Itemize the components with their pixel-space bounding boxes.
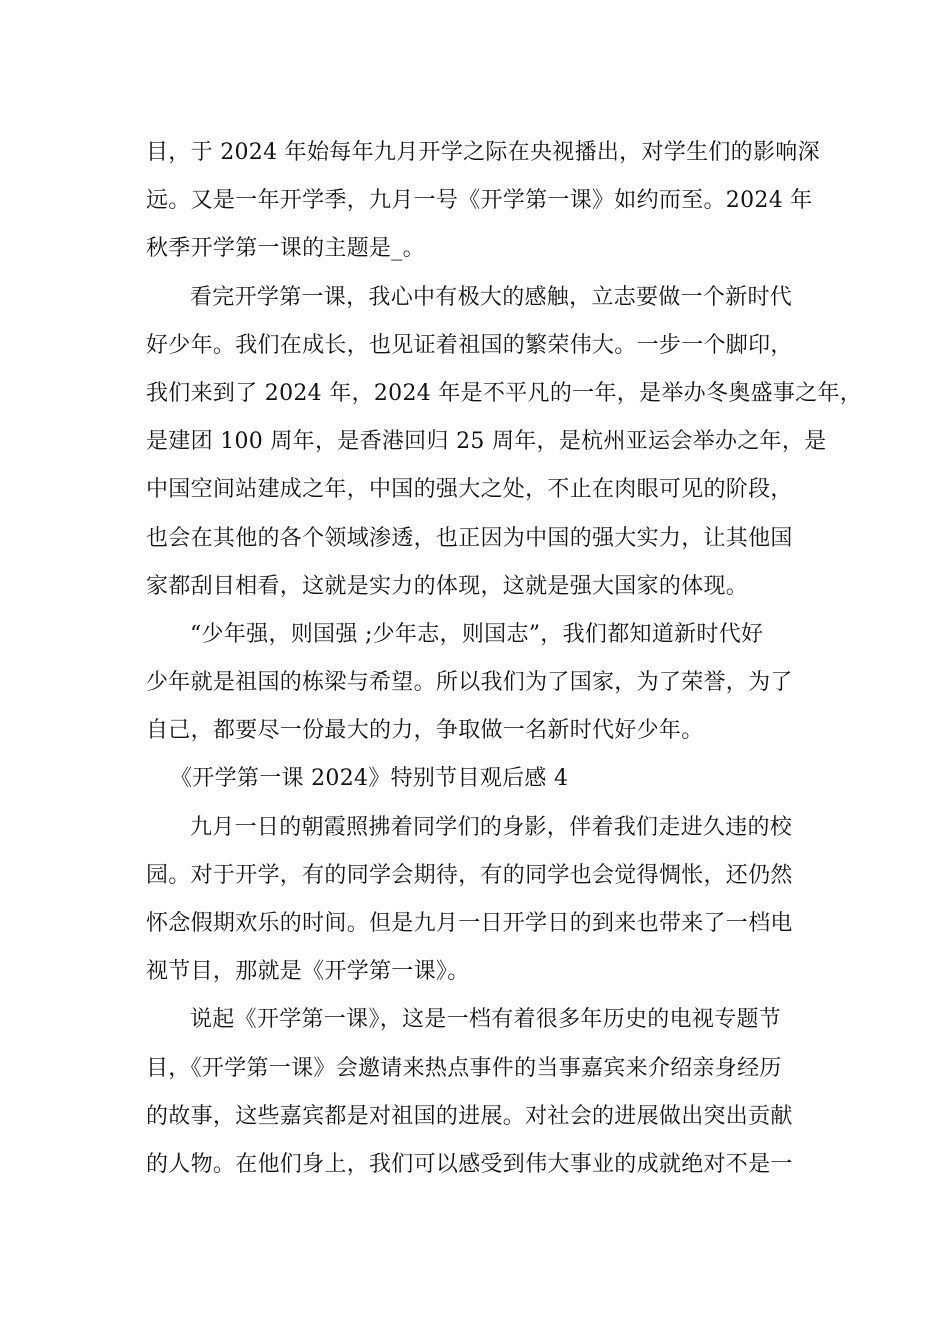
text-line: 中国空间站建成之年，中国的强大之处，不止在肉眼可见的阶段， xyxy=(146,477,793,503)
text-line: 园。对于开学，有的同学会期待，有的同学也会觉得惆怅，还仍然 xyxy=(146,862,793,888)
text-line: 秋季开学第一课的主题是_。 xyxy=(146,236,425,262)
text-line: 我们来到了 2024 年，2024 年是不平凡的一年，是举办冬奥盛事之年， xyxy=(146,380,863,406)
text-line: 少年就是祖国的栋梁与希望。所以我们为了国家，为了荣誉，为了 xyxy=(146,670,793,696)
text-line: 看完开学第一课，我心中有极大的感触，立志要做一个新时代 xyxy=(190,284,793,310)
text-line: 视节目，那就是《开学第一课》。 xyxy=(146,959,470,985)
text-line: 的故事，这些嘉宾都是对祖国的进展。对社会的进展做出突出贡献 xyxy=(146,1103,793,1129)
text-line: 目，《开学第一课》会邀请来热点事件的当事嘉宾来介绍亲身经历 xyxy=(146,1055,782,1081)
text-line: 也会在其他的各个领域渗透，也正因为中国的强大实力，让其他国 xyxy=(146,525,793,551)
text-line: 目，于 2024 年始每年九月开学之际在央视播出，对学生们的影响深 xyxy=(146,140,820,165)
text-line: 家都刮目相看，这就是实力的体现，这就是强大国家的体现。 xyxy=(146,573,749,599)
text-line: 说起《开学第一课》，这是一档有着很多年历史的电视专题节 xyxy=(190,1007,782,1033)
document-body xyxy=(146,133,863,1193)
text-line: 怀念假期欢乐的时间。但是九月一日开学日的到来也带来了一档电 xyxy=(146,911,793,936)
text-line: 九月一日的朝霞照拂着同学们的身影，伴着我们走进久违的校 xyxy=(190,814,793,840)
section-heading: 《开学第一课 2024》特别节目观后感 4 xyxy=(170,766,569,792)
text-line: 远。又是一年开学季，九月一号《开学第一课》如约而至。2024 年 xyxy=(146,188,813,214)
text-line: 自己，都要尽一份最大的力，争取做一名新时代好少年。 xyxy=(146,718,704,744)
text-line: 好少年。我们在成长，也见证着祖国的繁荣伟大。一步一个脚印， xyxy=(146,332,793,358)
text-line: 的人物。在他们身上，我们可以感受到伟大事业的成就绝对不是一 xyxy=(146,1151,793,1177)
text-line: 是建团 100 周年，是香港回归 25 周年，是杭州亚运会举办之年，是 xyxy=(146,429,827,455)
text-line: “少年强，则国强 ;少年志，则国志”，我们都知道新时代好 xyxy=(190,621,764,647)
